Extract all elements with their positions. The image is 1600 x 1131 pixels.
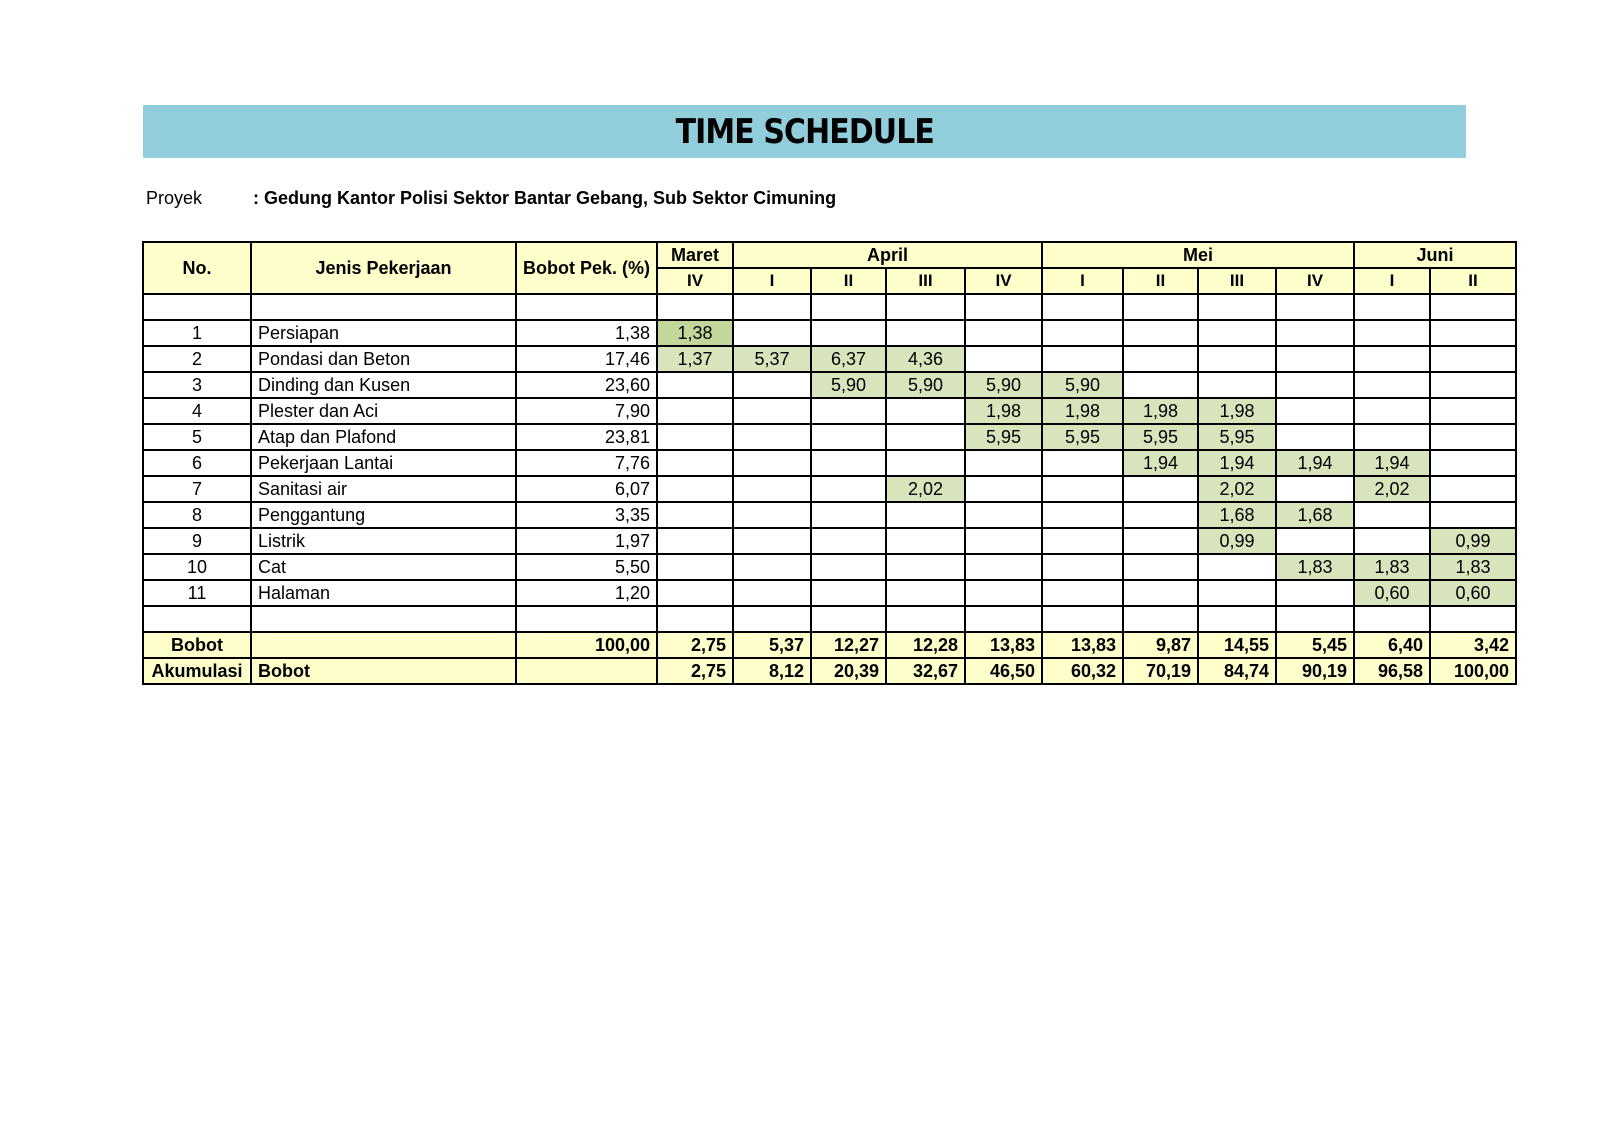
work-item-weight: 6,07 [516,476,657,502]
empty-cell [965,476,1042,502]
empty-cell [733,424,811,450]
work-item-name: Plester dan Aci [251,398,516,424]
akumulasi-week-value: 90,19 [1276,658,1354,684]
schedule-bar-cell: 1,98 [965,398,1042,424]
empty-cell [811,502,886,528]
empty-cell [1354,398,1430,424]
schedule-bar-cell: 5,90 [811,372,886,398]
project-label: Proyek [146,188,203,208]
bobot-total-row [143,632,1516,658]
work-item-weight: 5,50 [516,554,657,580]
week-header: II [1430,268,1516,294]
work-item-name: Pondasi dan Beton [251,346,516,372]
schedule-bar-cell: 0,60 [1354,580,1430,606]
empty-cell [1198,372,1276,398]
empty-cell [657,372,733,398]
empty-cell [965,606,1042,632]
work-item-weight: 7,76 [516,450,657,476]
empty-cell [1042,320,1123,346]
work-item-weight: 3,35 [516,502,657,528]
schedule-bar-cell: 1,94 [1276,450,1354,476]
week-header: I [1354,268,1430,294]
empty-cell [1123,372,1198,398]
row-number: 1 [143,320,251,346]
empty-cell [886,528,965,554]
table-row [143,476,1516,502]
bobot-week-total: 12,27 [811,632,886,658]
bobot-week-total: 5,37 [733,632,811,658]
empty-cell [886,398,965,424]
empty-cell [1276,424,1354,450]
schedule-bar-cell: 2,02 [1354,476,1430,502]
akumulasi-label: Akumulasi [143,658,251,684]
empty-cell [1123,606,1198,632]
empty-cell [811,554,886,580]
empty-cell [1123,294,1198,320]
empty-cell [657,398,733,424]
schedule-table [142,241,1517,685]
empty-cell [1123,580,1198,606]
empty-cell [1430,294,1516,320]
bobot-week-total: 3,42 [1430,632,1516,658]
schedule-bar-cell: 5,95 [1123,424,1198,450]
work-item-name: Halaman [251,580,516,606]
empty-cell [733,294,811,320]
empty-cell [1276,476,1354,502]
schedule-header [143,242,1516,294]
spacer-row [143,294,1516,320]
bobot-grand-total: 100,00 [516,632,657,658]
table-row [143,320,1516,346]
table-row [143,424,1516,450]
empty-cell [1354,528,1430,554]
week-header: III [886,268,965,294]
schedule-bar-cell: 1,98 [1198,398,1276,424]
empty-cell [1123,346,1198,372]
empty-cell [1276,320,1354,346]
work-item-weight: 17,46 [516,346,657,372]
empty-cell [1123,554,1198,580]
work-item-name: Penggantung [251,502,516,528]
empty-cell [1042,294,1123,320]
schedule-bar-cell: 1,98 [1042,398,1123,424]
work-item-name: Pekerjaan Lantai [251,450,516,476]
schedule-bar-cell: 5,90 [965,372,1042,398]
empty-cell [251,294,516,320]
row-number: 6 [143,450,251,476]
schedule-bar-cell: 1,94 [1198,450,1276,476]
empty-cell [1430,346,1516,372]
empty-cell [1042,606,1123,632]
empty-cell [811,320,886,346]
empty-cell [657,502,733,528]
empty-cell [1123,476,1198,502]
work-item-weight: 1,20 [516,580,657,606]
empty-cell [733,320,811,346]
empty-cell [1276,606,1354,632]
empty-cell [733,528,811,554]
work-item-name: Sanitasi air [251,476,516,502]
table-row [143,372,1516,398]
akumulasi-week-value: 8,12 [733,658,811,684]
empty-cell [886,502,965,528]
row-number: 7 [143,476,251,502]
empty-cell [1276,528,1354,554]
empty-cell [886,450,965,476]
spacer-row [143,606,1516,632]
empty-cell [965,502,1042,528]
work-item-name: Cat [251,554,516,580]
empty-cell [733,580,811,606]
week-header: I [1042,268,1123,294]
row-number: 5 [143,424,251,450]
table-row [143,346,1516,372]
schedule-bar-cell: 6,37 [811,346,886,372]
row-number: 3 [143,372,251,398]
empty-cell [1430,372,1516,398]
schedule-bar-cell: 5,37 [733,346,811,372]
schedule-bar-cell: 1,94 [1354,450,1430,476]
schedule-bar-cell: 5,95 [965,424,1042,450]
empty-cell [1354,320,1430,346]
empty-cell [965,294,1042,320]
schedule-bar-cell: 1,37 [657,346,733,372]
empty-cell [657,554,733,580]
bobot-total-label: Bobot [143,632,251,658]
table-row [143,450,1516,476]
bobot-week-total: 2,75 [657,632,733,658]
schedule-bar-cell: 1,94 [1123,450,1198,476]
empty-cell [1354,294,1430,320]
empty-cell [1123,502,1198,528]
empty-cell [733,398,811,424]
empty-cell [657,606,733,632]
empty-cell [1042,502,1123,528]
empty-cell [657,294,733,320]
bobot-week-total: 9,87 [1123,632,1198,658]
empty-cell [811,606,886,632]
title-bar [143,105,1466,158]
empty-cell [657,476,733,502]
empty-cell [1123,320,1198,346]
header-bobot: Bobot Pek. (%) [516,242,657,294]
schedule-bar-cell: 1,83 [1354,554,1430,580]
empty-cell [1198,320,1276,346]
empty-cell [733,606,811,632]
week-header: III [1198,268,1276,294]
empty-cell [1276,294,1354,320]
empty-cell [733,502,811,528]
akumulasi-week-value: 60,32 [1042,658,1123,684]
akumulasi-week-value: 46,50 [965,658,1042,684]
bobot-week-total: 5,45 [1276,632,1354,658]
empty-cell [886,320,965,346]
bobot-week-total: 12,28 [886,632,965,658]
empty-cell [886,294,965,320]
bobot-week-total: 6,40 [1354,632,1430,658]
empty-cell [886,606,965,632]
empty-cell [251,606,516,632]
empty-cell [965,580,1042,606]
empty-cell [1198,580,1276,606]
work-item-name: Persiapan [251,320,516,346]
schedule-bar-cell: 0,60 [1430,580,1516,606]
empty-cell [886,554,965,580]
bobot-week-total: 13,83 [1042,632,1123,658]
schedule-bar-cell: 2,02 [886,476,965,502]
empty-cell [965,320,1042,346]
empty-cell [1198,294,1276,320]
table-row [143,398,1516,424]
empty-cell [1354,372,1430,398]
empty-cell [1276,346,1354,372]
empty-cell [965,554,1042,580]
schedule-bar-cell: 1,83 [1276,554,1354,580]
work-item-name: Atap dan Plafond [251,424,516,450]
row-number: 2 [143,346,251,372]
empty-cell [1430,320,1516,346]
bobot-week-total: 14,55 [1198,632,1276,658]
schedule-bar-cell: 1,68 [1198,502,1276,528]
work-item-weight: 23,81 [516,424,657,450]
akumulasi-week-value: 20,39 [811,658,886,684]
work-item-name: Listrik [251,528,516,554]
schedule-bar-cell: 0,99 [1198,528,1276,554]
empty-cell [811,294,886,320]
schedule-bar-cell: 5,90 [886,372,965,398]
empty-cell [1354,346,1430,372]
empty-cell [886,580,965,606]
empty-cell [811,424,886,450]
akumulasi-row [143,658,1516,684]
work-item-weight: 7,90 [516,398,657,424]
row-number: 10 [143,554,251,580]
empty-cell [811,528,886,554]
week-header: II [1123,268,1198,294]
week-header: IV [1276,268,1354,294]
empty-cell [811,580,886,606]
month-header-maret: Maret [657,242,733,268]
work-item-name: Dinding dan Kusen [251,372,516,398]
akumulasi-label-bobot: Bobot [251,658,516,684]
empty-cell [1198,346,1276,372]
empty-cell [1430,606,1516,632]
empty-cell [516,658,657,684]
schedule-bar-cell: 5,95 [1198,424,1276,450]
empty-cell [1354,502,1430,528]
row-number: 9 [143,528,251,554]
empty-cell [965,450,1042,476]
empty-cell [886,424,965,450]
month-header-april: April [733,242,1042,268]
empty-cell [1430,398,1516,424]
row-number: 4 [143,398,251,424]
empty-cell [657,424,733,450]
empty-cell [733,554,811,580]
empty-cell [1276,372,1354,398]
row-number: 11 [143,580,251,606]
schedule-bar-cell: 1,68 [1276,502,1354,528]
empty-cell [1123,528,1198,554]
empty-cell [811,450,886,476]
work-item-weight: 1,38 [516,320,657,346]
empty-cell [1198,606,1276,632]
schedule-bar-cell: 0,99 [1430,528,1516,554]
empty-cell [657,528,733,554]
schedule-bar-cell: 5,95 [1042,424,1123,450]
schedule-body [143,294,1516,684]
akumulasi-week-value: 70,19 [1123,658,1198,684]
akumulasi-week-value: 32,67 [886,658,965,684]
table-row [143,528,1516,554]
akumulasi-week-value: 96,58 [1354,658,1430,684]
week-header: II [811,268,886,294]
empty-cell [1430,424,1516,450]
empty-cell [1042,450,1123,476]
month-header-mei: Mei [1042,242,1354,268]
empty-cell [1198,554,1276,580]
week-header: IV [657,268,733,294]
empty-cell [733,450,811,476]
schedule-bar-cell: 1,98 [1123,398,1198,424]
schedule-bar-cell: 4,36 [886,346,965,372]
empty-cell [1042,554,1123,580]
schedule-bar-cell: 2,02 [1198,476,1276,502]
work-item-weight: 1,97 [516,528,657,554]
empty-cell [1354,424,1430,450]
empty-cell [733,476,811,502]
empty-cell [1430,502,1516,528]
empty-cell [1276,580,1354,606]
empty-cell [516,294,657,320]
empty-cell [657,580,733,606]
table-row [143,580,1516,606]
empty-cell [1042,528,1123,554]
row-number: 8 [143,502,251,528]
akumulasi-week-value: 84,74 [1198,658,1276,684]
empty-cell [251,632,516,658]
work-item-weight: 23,60 [516,372,657,398]
month-header-juni: Juni [1354,242,1516,268]
schedule-bar-cell: 1,38 [657,320,733,346]
page-title: TIME SCHEDULE [675,111,934,152]
schedule-bar-cell: 1,83 [1430,554,1516,580]
empty-cell [733,372,811,398]
table-row [143,502,1516,528]
empty-cell [516,606,657,632]
week-header: IV [965,268,1042,294]
project-value: : Gedung Kantor Polisi Sektor Bantar Gebang, Sub Sektor Cimuning [253,188,837,208]
akumulasi-week-value: 100,00 [1430,658,1516,684]
header-jenis-pekerjaan: Jenis Pekerjaan [251,242,516,294]
akumulasi-week-value: 2,75 [657,658,733,684]
bobot-week-total: 13,83 [965,632,1042,658]
empty-cell [965,346,1042,372]
table-row [143,554,1516,580]
empty-cell [143,294,251,320]
empty-cell [965,528,1042,554]
empty-cell [811,476,886,502]
empty-cell [1042,346,1123,372]
week-header: I [733,268,811,294]
empty-cell [143,606,251,632]
schedule-bar-cell: 5,90 [1042,372,1123,398]
empty-cell [657,450,733,476]
empty-cell [1276,398,1354,424]
empty-cell [1042,580,1123,606]
empty-cell [1354,606,1430,632]
empty-cell [1430,476,1516,502]
header-no: No. [143,242,251,294]
empty-cell [1042,476,1123,502]
empty-cell [1430,450,1516,476]
empty-cell [811,398,886,424]
